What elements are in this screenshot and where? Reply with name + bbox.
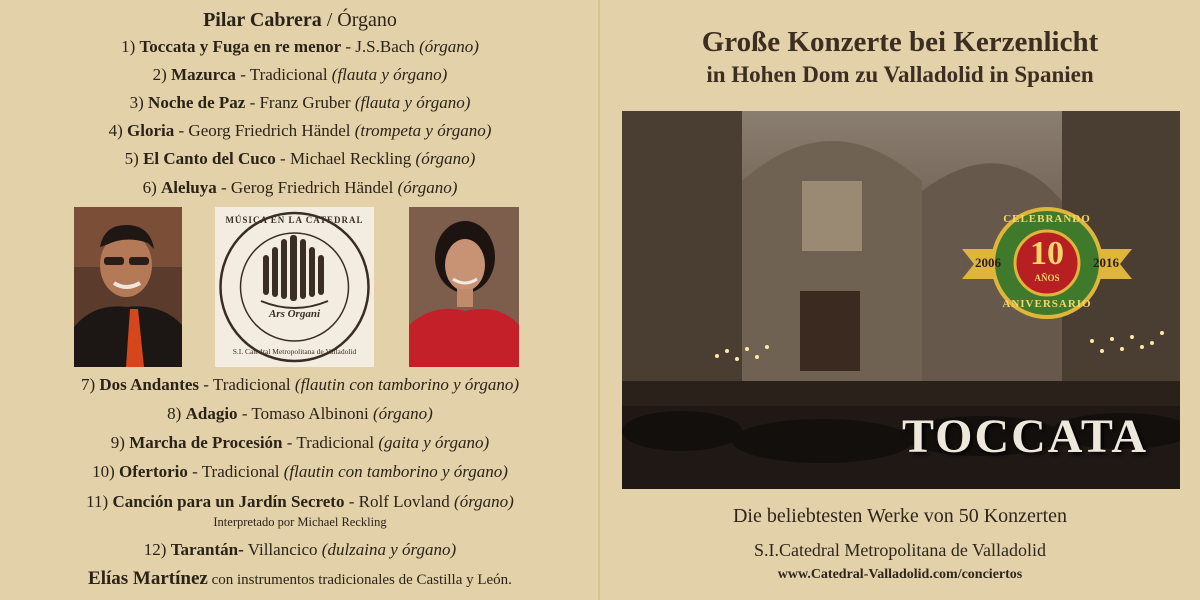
track-title: Adagio (185, 404, 238, 423)
musica-en-la-catedral-logo (215, 207, 374, 367)
track-composer: Villancico (247, 540, 318, 559)
track-composer: - Tradicional (203, 375, 291, 394)
anniversary-badge (952, 201, 1142, 321)
track-composer: - J.S.Bach (345, 37, 415, 56)
cathedral-photo (622, 111, 1180, 489)
track-title: Aleluya (161, 178, 217, 197)
badge-year-right: 2016 (1093, 255, 1119, 270)
track-number: 3) (129, 93, 144, 112)
track-number: 1) (121, 37, 136, 56)
track-row (0, 375, 600, 395)
track-instrumentation: (órgano) (454, 492, 514, 511)
performer-note: Interpretado por Michael Reckling (213, 515, 387, 529)
track-instrumentation: (flautin con tamborino y órgano) (294, 375, 520, 394)
track-row (0, 492, 600, 512)
track-row (0, 404, 600, 424)
track-composer: - Franz Gruber (249, 93, 351, 112)
track-row (0, 93, 600, 113)
track-row (0, 433, 600, 453)
badge-bottom-text: ANIVERSARIO (1002, 298, 1092, 310)
organist-role: / Órgano (326, 9, 397, 31)
track-instrumentation: (órgano) (419, 37, 479, 56)
track-composer: - Georg Friedrich Händel (178, 121, 351, 140)
track-title: Gloria (127, 121, 175, 140)
track-number: 4) (108, 121, 123, 140)
track-title: Canción para un Jardín Secreto (112, 492, 345, 511)
track-title: Marcha de Procesión (129, 433, 283, 452)
track-number: 2) (152, 65, 167, 84)
cover-panel (600, 0, 1200, 600)
track-title: Toccata y Fuga en re menor (139, 37, 342, 56)
track-row (0, 37, 600, 57)
track-composer: - Gerog Friedrich Händel (221, 178, 394, 197)
track-instrumentation: (trompeta y órgano) (354, 121, 492, 140)
track-instrumentation: (flauta y órgano) (331, 65, 448, 84)
track-row (0, 121, 600, 141)
guest-credit (0, 568, 600, 590)
photo-michael-reckling (74, 207, 182, 367)
guest-name: Elías Martínez (88, 568, 208, 589)
track-number: 7) (80, 375, 96, 394)
track-row (0, 149, 600, 169)
track-composer: - Michael Reckling (280, 149, 412, 168)
track-title: Noche de Paz (148, 93, 246, 112)
concert-subtitle: in Hohen Dom zu Valladolid in Spanien (706, 62, 1094, 87)
track-number: 5) (124, 149, 139, 168)
track-number: 12) (143, 540, 167, 559)
track-instrumentation: (flauta y órgano) (354, 93, 471, 112)
track-title: El Canto del Cuco (143, 149, 276, 168)
album-title: TOCCATA (901, 410, 1149, 463)
track-number: 8) (167, 404, 182, 423)
organist-name: Pilar Cabrera (203, 9, 322, 31)
track-title: Mazurca (171, 65, 236, 84)
track-composer: - Tradicional (192, 462, 280, 481)
track-composer: - Tradicional (286, 433, 375, 452)
track-composer: - Tradicional (240, 65, 328, 84)
track-number: 10) (92, 462, 115, 481)
guest-instruments: con instrumentos tradicionales de Castilla y León. (211, 572, 512, 588)
track-title: Ofertorio (119, 462, 188, 481)
track-instrumentation: (órgano) (397, 178, 458, 197)
track-number: 11) (86, 492, 109, 511)
track-number: 6) (142, 178, 157, 197)
track-instrumentation: (flautin con tamborino y órgano) (283, 462, 508, 481)
track-row (0, 178, 600, 198)
logo-arc-bottom-text: S.I. Catedral Metropolitana de Valladolid (232, 347, 357, 356)
logo-brand-text: Ars Organi (268, 308, 321, 320)
badge-year-left: 2006 (975, 255, 1001, 270)
badge-anos: AÑOS (1034, 273, 1060, 283)
track-title: Tarantán- (170, 540, 244, 559)
badge-top-text: CELEBRANDO (1003, 213, 1091, 225)
track-title: Dos Andantes (99, 375, 200, 394)
track-instrumentation: (órgano) (415, 149, 476, 168)
track-composer: - Tomaso Albinoni (241, 404, 369, 423)
track-instrumentation: (dulzaina y órgano) (321, 540, 457, 559)
track-composer: - Rolf Lovland (348, 492, 450, 511)
track-instrumentation: (gaita y órgano) (378, 433, 490, 452)
track-12 (0, 540, 600, 560)
concert-title: Große Konzerte bei Kerzenlicht (701, 26, 1099, 58)
photo-pilar-cabrera (409, 207, 519, 367)
badge-number: 10 (1030, 235, 1064, 272)
website-link[interactable]: www.Catedral-Valladolid.com/conciertos (777, 567, 1023, 582)
logo-arc-top-text: MÚSICA EN LA CATEDRAL (225, 215, 364, 225)
track-row (0, 462, 600, 482)
organist-credit (0, 9, 600, 32)
track-instrumentation: (órgano) (373, 404, 433, 423)
venue-name: S.I.Catedral Metropolitana de Valladolid (753, 540, 1047, 560)
album-description: Die beliebtesten Werke von 50 Konzerten (732, 505, 1067, 527)
track-row (0, 65, 600, 85)
track-number: 9) (110, 433, 125, 452)
